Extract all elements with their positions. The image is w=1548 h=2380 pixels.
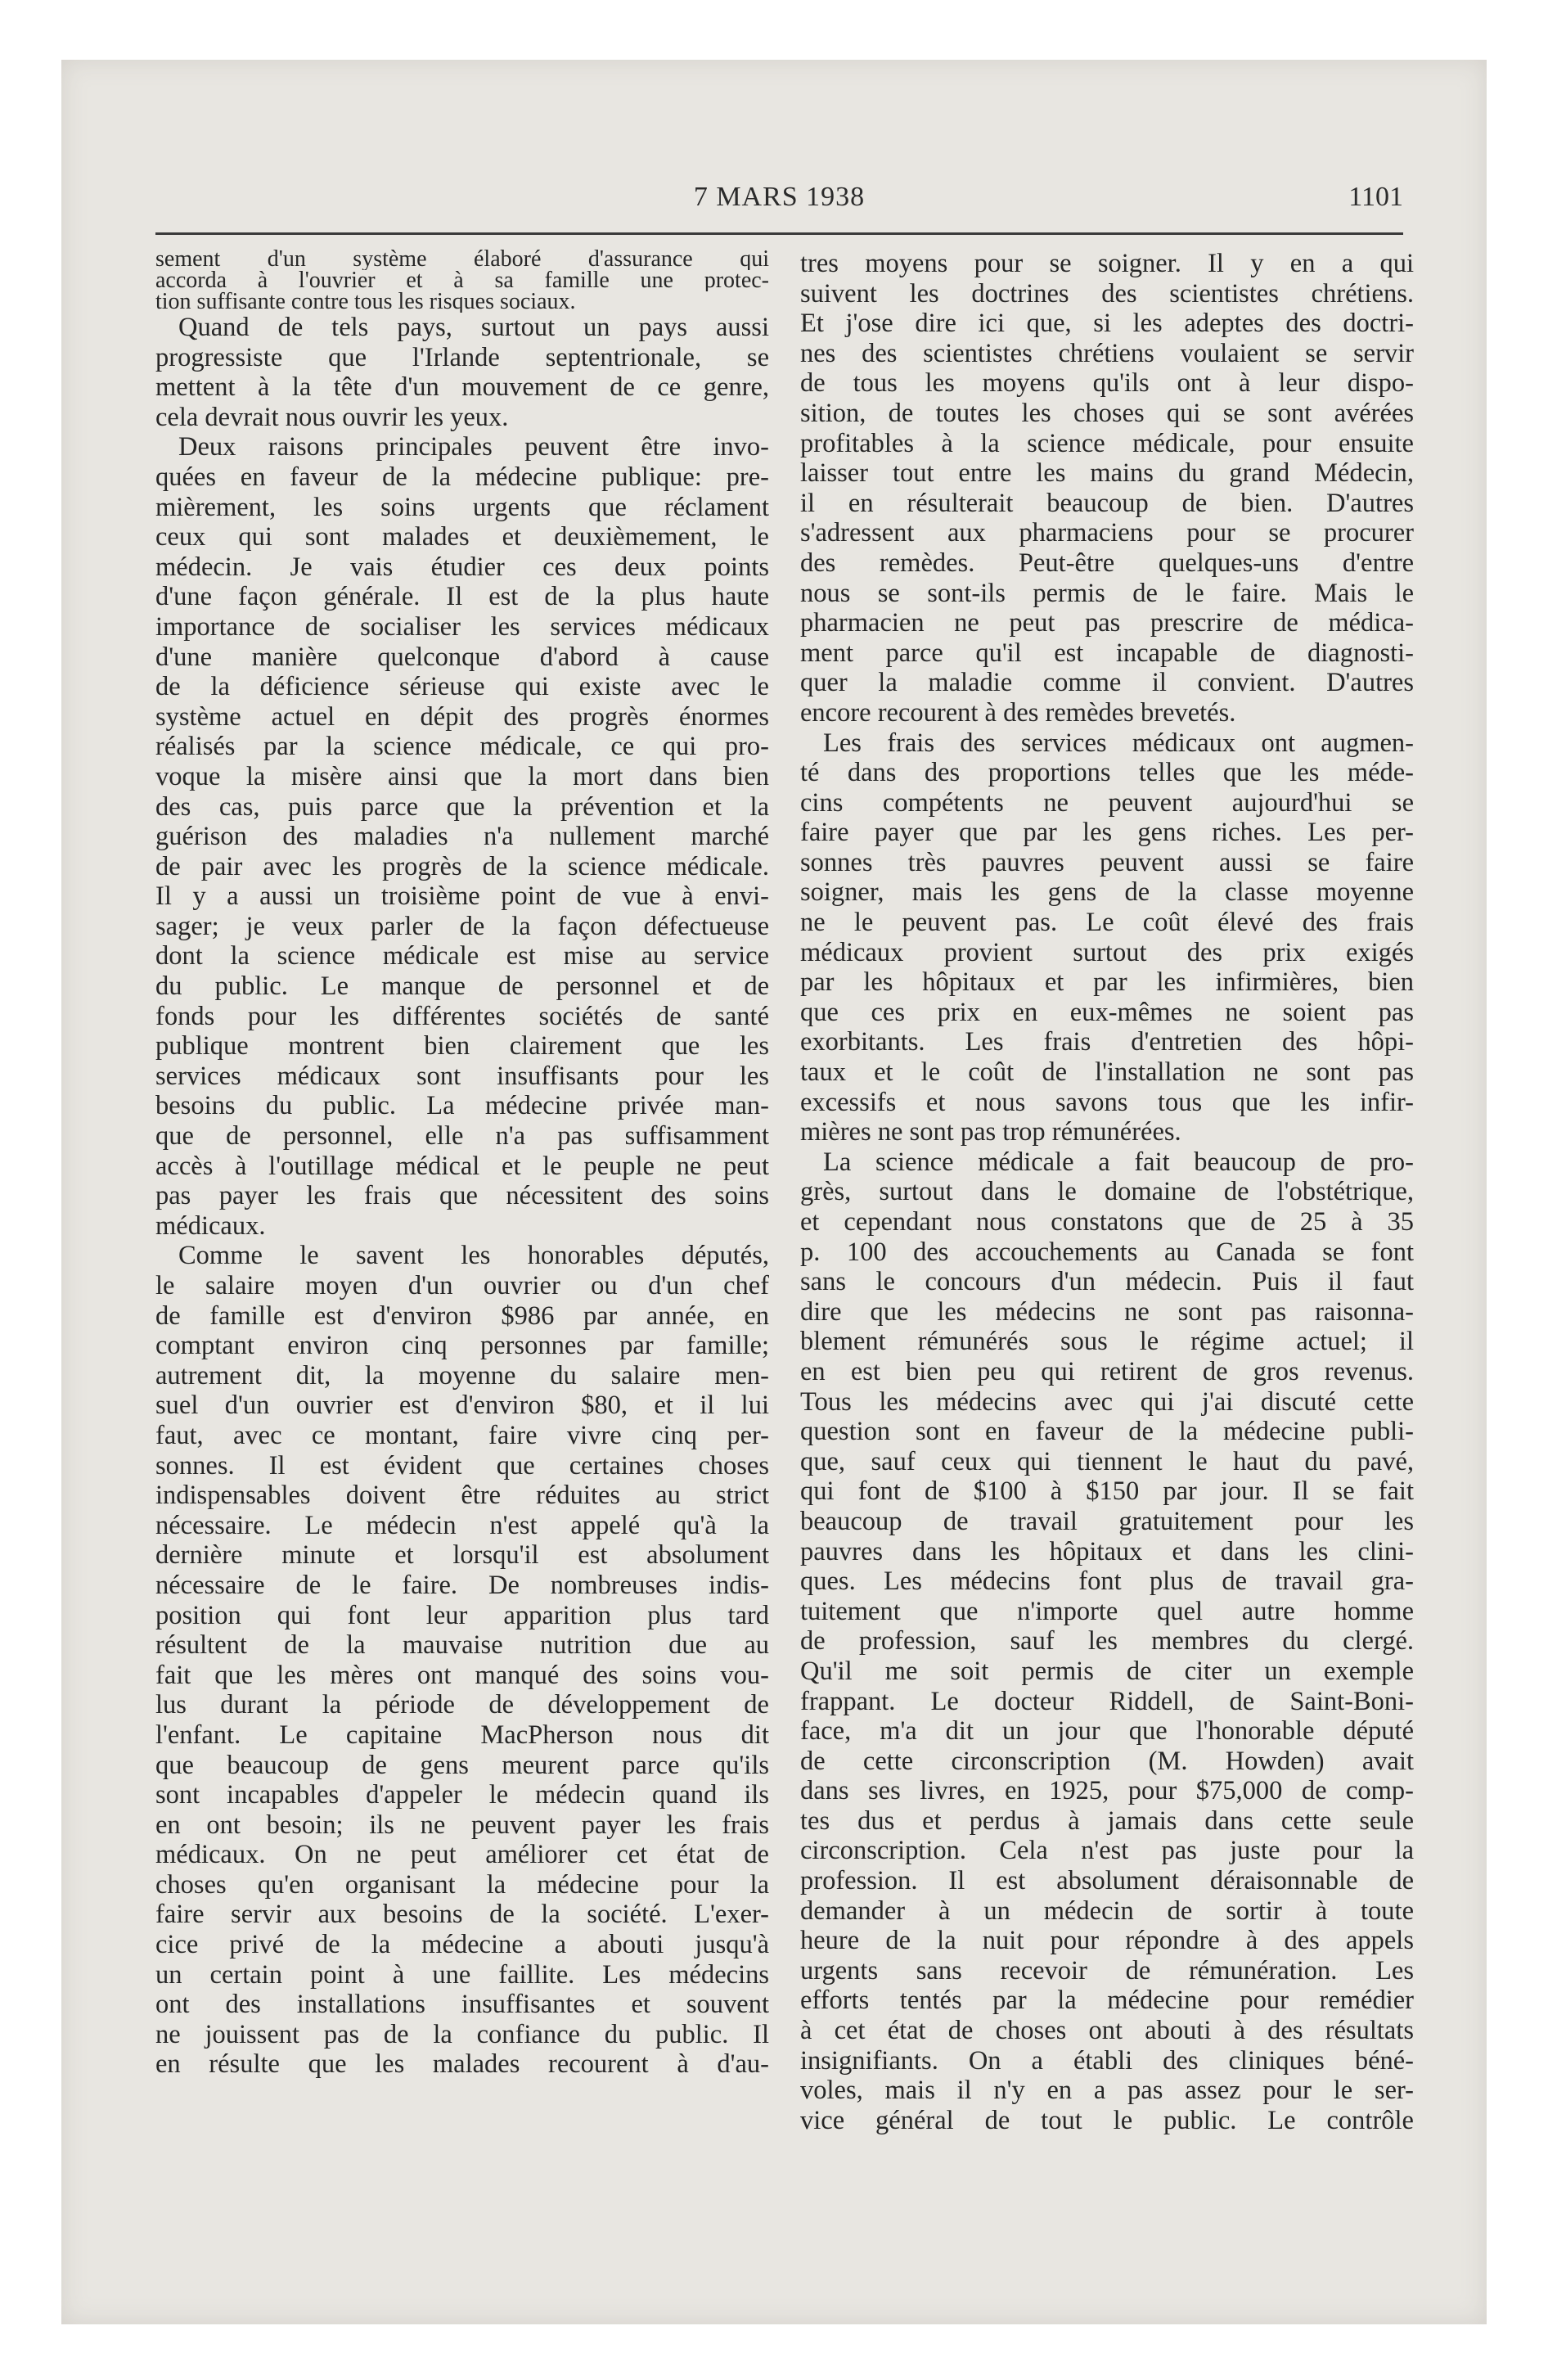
text-line: de tous les moyens qu'ils ont à leur dispo- — [800, 368, 1414, 399]
text-line: sition, de toutes les choses qui se sont avérées — [800, 398, 1414, 428]
text-line: ceux qui sont malades et deuxièmement, le — [155, 522, 769, 552]
text-line: suivent les doctrines des scientistes chrétiens. — [800, 278, 1414, 309]
text-line: laisser tout entre les mains du grand Médecin, — [800, 458, 1414, 489]
text-line: voles, mais il n'y en a pas assez pour le ser- — [800, 2076, 1414, 2106]
text-line: Tous les médecins avec qui j'ai discuté cette — [800, 1386, 1414, 1417]
text-line: cela devrait nous ouvrir les yeux. — [155, 402, 509, 432]
text-line: de profession, sauf les membres du clergé. — [800, 1626, 1414, 1657]
text-line: services médicaux sont insuffisants pour les — [155, 1061, 769, 1091]
text-line: faire servir aux besoins de la société. L'exer- — [155, 1900, 769, 1930]
text-line: tion suffisante contre tous les risques sociaux. — [155, 291, 576, 313]
text-line: grès, surtout dans le domaine de l'obstétrique, — [800, 1177, 1414, 1207]
text-line: par les hôpitaux et par les infirmières, bien — [800, 967, 1414, 998]
text-line: importance de socialiser les services médicaux — [155, 611, 769, 642]
text-line: système actuel en dépit des progrès énormes — [155, 701, 769, 732]
running-title: 7 MARS 1938 — [693, 182, 866, 212]
text-line: taux et le coût de l'installation ne sont pas — [800, 1057, 1414, 1088]
text-line: des cas, puis parce que la prévention et la — [155, 791, 769, 822]
text-line: ne jouissent pas de la confiance du public. Il — [155, 2019, 769, 2049]
text-line: sement d'un système élaboré d'assurance qui — [155, 249, 769, 270]
text-line: quer la maladie comme il convient. D'autres — [800, 668, 1414, 698]
text-line: dire que les médecins ne sont pas raisonna- — [800, 1296, 1414, 1327]
left-column — [155, 249, 769, 2080]
text-line: pharmacien ne peut pas prescrire de médica- — [800, 608, 1414, 638]
text-line: progressiste que l'Irlande septentrionale, se — [155, 342, 769, 372]
text-line: té dans des proportions telles que les méde- — [800, 758, 1414, 788]
text-line: médicaux provient surtout des prix exigés — [800, 937, 1414, 967]
text-line: dans ses livres, en 1925, pour $75,000 de comp- — [800, 1776, 1414, 1806]
text-line: et cependant nous constatons que de 25 à 35 — [800, 1207, 1414, 1237]
text-line: à cet état de choses ont abouti à des résultats — [800, 2016, 1414, 2046]
text-line: de cette circonscription (M. Howden) avait — [800, 1746, 1414, 1776]
text-line: que ces prix en eux-mêmes ne soient pas — [800, 997, 1414, 1027]
text-line: s'adressent aux pharmaciens pour se procurer — [800, 518, 1414, 548]
text-line: pas payer les frais que nécessitent des soins — [155, 1181, 769, 1211]
text-line: de famille est d'environ $986 par année, en — [155, 1300, 769, 1331]
text-line: mièrement, les soins urgents que réclament — [155, 492, 769, 522]
text-line: voque la misère ainsi que la mort dans bien — [155, 761, 769, 791]
text-line: ont des installations insuffisantes et souvent — [155, 1990, 769, 2020]
text-line: accorda à l'ouvrier et à sa famille une protec- — [155, 270, 769, 291]
text-line: Quand de tels pays, surtout un pays aussi — [178, 313, 769, 342]
text-line: Deux raisons principales peuvent être invo- — [178, 432, 769, 462]
text-line: il en résulterait beaucoup de bien. D'autres — [800, 488, 1414, 518]
header-rule — [155, 232, 1403, 235]
text-line: d'une façon générale. Il est de la plus haute — [155, 582, 769, 612]
text-line: excessifs et nous savons tous que les infir- — [800, 1087, 1414, 1117]
text-line: des remèdes. Peut-être quelques-uns d'entre — [800, 548, 1414, 578]
text-line: dernière minute et lorsqu'il est absolument — [155, 1540, 769, 1571]
text-line: accès à l'outillage médical et le peuple ne peut — [155, 1151, 769, 1181]
text-line: nécessaire de le faire. De nombreuses indis- — [155, 1570, 769, 1600]
text-line: en ont besoin; ils ne peuvent payer les frais — [155, 1810, 769, 1840]
text-line: faut, avec ce montant, faire vivre cinq per- — [155, 1420, 769, 1450]
text-line: du public. Le manque de personnel et de — [155, 971, 769, 1002]
text-line: heure de la nuit pour répondre à des appels — [800, 1926, 1414, 1956]
text-line: circonscription. Cela n'est pas juste pour la — [800, 1836, 1414, 1866]
text-line: Qu'il me soit permis de citer un exemple — [800, 1656, 1414, 1686]
right-column — [800, 249, 1414, 2135]
text-line: nécessaire. Le médecin n'est appelé qu'à la — [155, 1510, 769, 1540]
text-line: un certain point à une faillite. Les médecins — [155, 1959, 769, 1990]
text-line: ques. Les médecins font plus de travail gra- — [800, 1566, 1414, 1597]
text-line: p. 100 des accouchements au Canada se font — [800, 1237, 1414, 1267]
text-line: position qui font leur apparition plus tard — [155, 1600, 769, 1630]
text-line: cice privé de la médecine a abouti jusqu'à — [155, 1930, 769, 1960]
text-line: nes des scientistes chrétiens voulaient se servir — [800, 338, 1414, 368]
text-line: exorbitants. Les frais d'entretien des hôpi- — [800, 1027, 1414, 1057]
text-line: Les frais des services médicaux ont augmen- — [823, 728, 1414, 758]
text-line: pauvres dans les hôpitaux et dans les clini- — [800, 1536, 1414, 1566]
text-line: blement rémunérés sous le régime actuel; il — [800, 1327, 1414, 1357]
text-line: La science médicale a fait beaucoup de pro- — [823, 1147, 1414, 1177]
text-line: fonds pour les différentes sociétés de santé — [155, 1001, 769, 1031]
text-line: encore recourent à des remèdes brevetés. — [800, 697, 1236, 728]
text-line: urgents sans recevoir de rémunération. Les — [800, 1955, 1414, 1986]
text-line: réalisés par la science médicale, ce qui pro- — [155, 732, 769, 762]
text-line: l'enfant. Le capitaine MacPherson nous dit — [155, 1720, 769, 1750]
text-line: en résulte que les malades recourent à d'au- — [155, 2049, 769, 2080]
text-line: autrement dit, la moyenne du salaire men- — [155, 1360, 769, 1391]
text-line: de la déficience sérieuse qui existe avec le — [155, 672, 769, 702]
text-line: le salaire moyen d'un ouvrier ou d'un chef — [155, 1271, 769, 1300]
text-line: sonnes très pauvres peuvent aussi se faire — [800, 847, 1414, 877]
text-line: médecin. Je vais étudier ces deux points — [155, 552, 769, 582]
text-line: ne le peuvent pas. Le coût élevé des frais — [800, 908, 1414, 938]
text-line: frappant. Le docteur Riddell, de Saint-Boni- — [800, 1686, 1414, 1716]
text-line: mières ne sont pas trop rémunérées. — [800, 1117, 1181, 1147]
text-line: de pair avec les progrès de la science médicale. — [155, 851, 769, 881]
text-line: sans le concours d'un médecin. Puis il faut — [800, 1267, 1414, 1297]
text-line: publique montrent bien clairement que les — [155, 1031, 769, 1062]
text-line: soigner, mais les gens de la classe moyenne — [800, 877, 1414, 908]
text-line: nous se sont-ils permis de le faire. Mais le — [800, 578, 1414, 608]
text-line: quées en faveur de la médecine publique: pre- — [155, 462, 769, 492]
text-line: d'une manière quelconque d'abord à cause — [155, 642, 769, 672]
text-line: guérison des maladies n'a nullement marché — [155, 822, 769, 852]
text-line: beaucoup de travail gratuitement pour les — [800, 1506, 1414, 1536]
text-line: profession. Il est absolument déraisonnable de — [800, 1866, 1414, 1896]
text-line: sager; je veux parler de la façon défectueuse — [155, 911, 769, 941]
text-line: lus durant la période de développement de — [155, 1690, 769, 1720]
text-line: tes dus et perdus à jamais dans cette seule — [800, 1805, 1414, 1836]
text-line: dont la science médicale est mise au service — [155, 941, 769, 971]
text-line: profitables à la science médicale, pour ensuite — [800, 428, 1414, 458]
text-line: besoins du public. La médecine privée man- — [155, 1091, 769, 1121]
text-line: tres moyens pour se soigner. Il y en a qui — [800, 249, 1414, 278]
running-header — [155, 182, 1403, 231]
text-line: ment parce qu'il est incapable de diagnosti- — [800, 638, 1414, 668]
page-number: 1101 — [1348, 182, 1403, 212]
text-line: question sont en faveur de la médecine publi- — [800, 1417, 1414, 1447]
text-line: efforts tentés par la médecine pour remédier — [800, 1986, 1414, 2016]
text-line: indispensables doivent être réduites au strict — [155, 1481, 769, 1511]
text-line: suel d'un ouvrier est d'environ $80, et il lui — [155, 1391, 769, 1421]
text-line: en est bien peu qui retirent de gros revenus. — [800, 1356, 1414, 1386]
text-line: que de personnel, elle n'a pas suffisamment — [155, 1121, 769, 1152]
text-line: demander à un médecin de sortir à toute — [800, 1895, 1414, 1926]
text-line: comptant environ cinq personnes par famille; — [155, 1331, 769, 1361]
text-line: mettent à la tête d'un mouvement de ce genre, — [155, 372, 769, 403]
text-line: que, sauf ceux qui tiennent le haut du pavé, — [800, 1446, 1414, 1476]
text-line: choses qu'en organisant la médecine pour la — [155, 1869, 769, 1900]
text-line: cins compétents ne peuvent aujourd'hui se — [800, 787, 1414, 818]
text-line: médicaux. — [155, 1210, 266, 1241]
text-line: insignifiants. On a établi des cliniques béné- — [800, 2045, 1414, 2076]
text-line: vice général de tout le public. Le contrôle — [800, 2105, 1414, 2135]
text-line: sont incapables d'appeler le médecin quand ils — [155, 1780, 769, 1810]
text-line: médicaux. On ne peut améliorer cet état de — [155, 1840, 769, 1870]
text-line: résultent de la mauvaise nutrition due au — [155, 1630, 769, 1661]
text-line: sonnes. Il est évident que certaines choses — [155, 1450, 769, 1481]
text-line: faire payer que par les gens riches. Les per- — [800, 818, 1414, 848]
text-line: Il y a aussi un troisième point de vue à envi- — [155, 881, 769, 912]
text-line: Et j'ose dire ici que, si les adeptes des doctri- — [800, 309, 1414, 339]
text-line: que beaucoup de gens meurent parce qu'ils — [155, 1750, 769, 1780]
text-line: fait que les mères ont manqué des soins vou- — [155, 1660, 769, 1690]
text-line: tuitement que n'importe quel autre homme — [800, 1596, 1414, 1626]
text-line: Comme le savent les honorables députés, — [178, 1241, 769, 1271]
text-line: qui font de $100 à $150 par jour. Il se fait — [800, 1476, 1414, 1507]
text-line: face, m'a dit un jour que l'honorable député — [800, 1716, 1414, 1747]
